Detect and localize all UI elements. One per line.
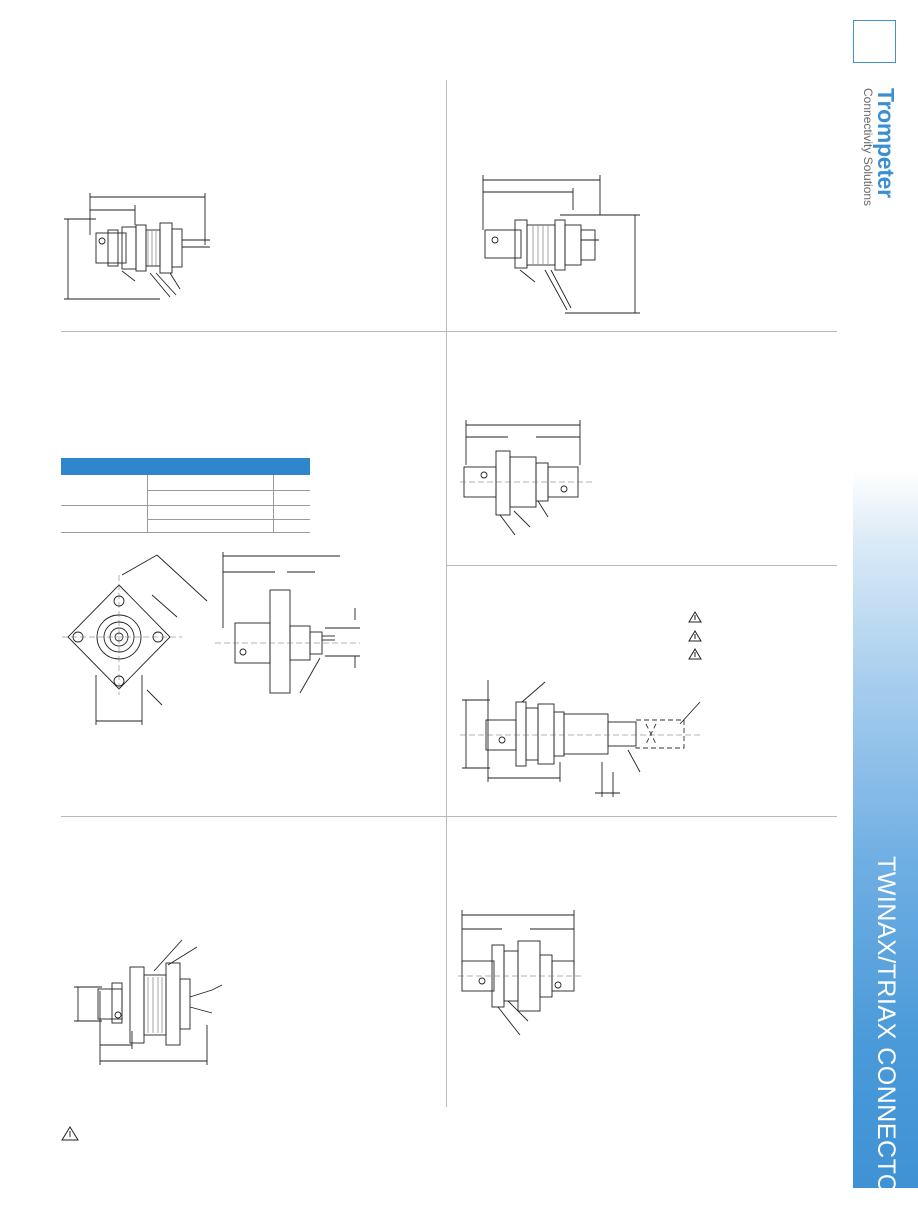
drawing-flange-front xyxy=(62,545,212,730)
drawing-mid-right xyxy=(460,415,600,550)
table-group-cell xyxy=(61,506,147,533)
table-header-cell xyxy=(147,458,273,475)
table-cell xyxy=(147,475,273,491)
warning-triangle-icon xyxy=(61,1126,79,1141)
table-header-cell xyxy=(273,458,310,475)
table-header xyxy=(61,458,310,475)
column-divider xyxy=(446,80,447,1107)
table-row xyxy=(61,475,310,491)
table-cell xyxy=(147,519,273,533)
drawing-flange-side xyxy=(215,548,365,703)
table-cell xyxy=(273,519,310,533)
drawing-bottom-left xyxy=(72,935,232,1075)
row-divider-1 xyxy=(61,331,837,332)
corner-box-icon xyxy=(853,20,896,63)
table-cell xyxy=(273,506,310,520)
row-divider-2 xyxy=(446,565,837,566)
table-cell xyxy=(147,491,273,506)
spec-table xyxy=(61,458,310,533)
table-cell xyxy=(273,475,310,491)
drawing-top-right xyxy=(475,170,645,320)
drawing-top-left xyxy=(60,185,230,305)
table-group-cell xyxy=(61,475,147,506)
warning-triangle-icon xyxy=(688,648,702,660)
table-header-cell xyxy=(61,458,147,475)
section-title-text: TWINAX/TRIAX CONNECTORS xyxy=(872,856,900,1230)
table-cell xyxy=(147,506,273,520)
table-cell xyxy=(273,491,310,506)
warning-triangle-icon xyxy=(688,611,702,623)
row-divider-3 xyxy=(61,816,837,817)
drawing-extended xyxy=(460,672,710,802)
brand-tagline: Connectivity Solutions xyxy=(861,88,875,207)
section-title xyxy=(870,856,906,1230)
drawing-bottom-right xyxy=(458,905,588,1055)
brand-logo xyxy=(852,88,900,210)
table-row xyxy=(61,506,310,520)
brand-name: Trompeter xyxy=(873,88,899,198)
warning-triangle-icon xyxy=(688,630,702,642)
